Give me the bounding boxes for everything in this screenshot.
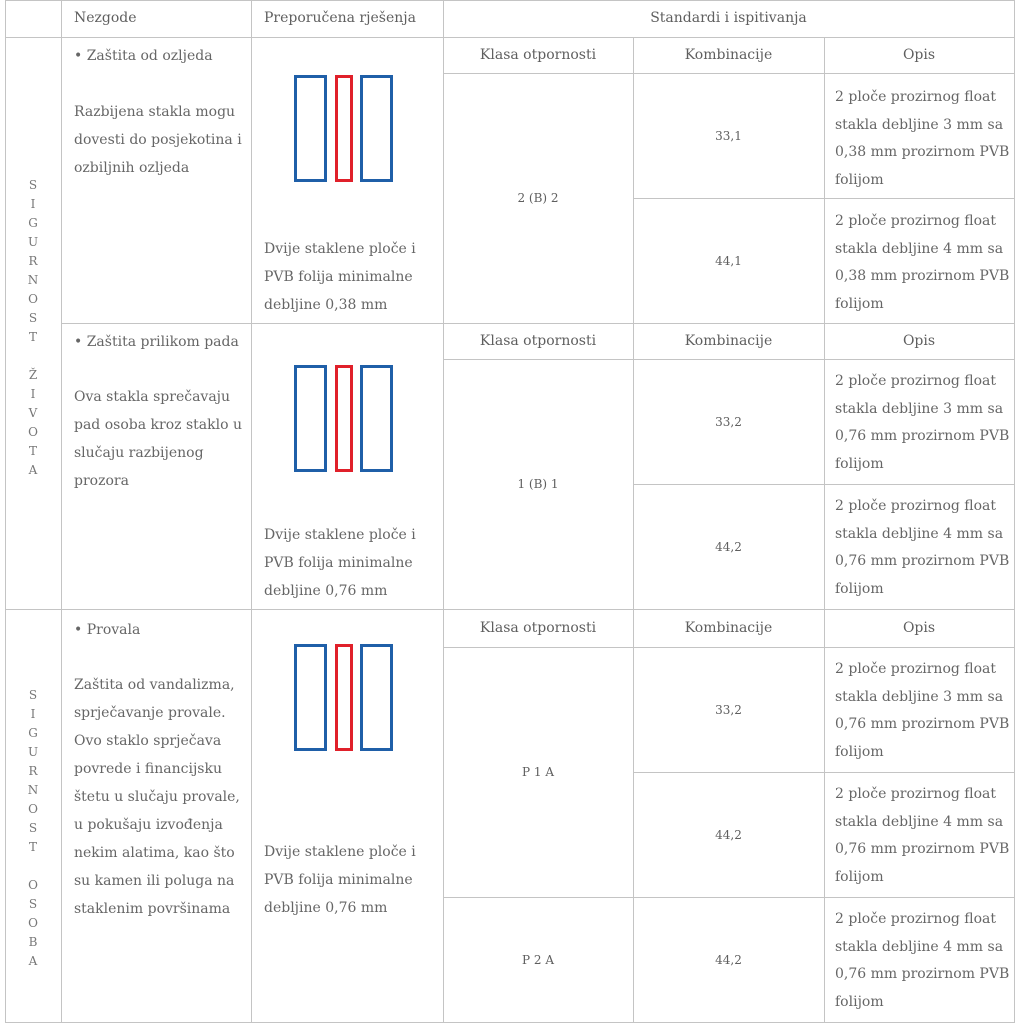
vertical-letter: O bbox=[28, 802, 38, 816]
subheader-klasa: Klasa otpornosti bbox=[479, 620, 597, 636]
resistance-class: P 1 A bbox=[521, 765, 554, 779]
combination-description: 2 ploče prozirnog float stakla debljine 3 mm sa 0,38 mm prozirnom PVB folijom bbox=[835, 89, 1010, 188]
vertical-letter: T bbox=[28, 444, 37, 458]
vertical-letter bbox=[5, 857, 61, 876]
section-title: • Zaštita prilikom pada bbox=[74, 334, 239, 350]
combination-description: 2 ploče prozirnog float stakla debljine 4 mm sa 0,76 mm prozirnom PVB folijom bbox=[835, 498, 1010, 597]
vertical-letter: O bbox=[28, 292, 38, 306]
vertical-letter: Ž bbox=[28, 368, 38, 382]
vertical-letter: G bbox=[28, 216, 38, 230]
vertical-letter: G bbox=[28, 726, 38, 740]
combination-description: 2 ploče prozirnog float stakla debljine 3 mm sa 0,76 mm prozirnom PVB folijom bbox=[835, 373, 1010, 472]
subheader-kombinacije: Kombinacije bbox=[684, 47, 773, 63]
vertical-letter: O bbox=[28, 916, 38, 930]
subheader-kombinacije: Kombinacije bbox=[684, 620, 773, 636]
header-standardi: Standardi i ispitivanja bbox=[650, 10, 807, 26]
vertical-letter: V bbox=[28, 406, 38, 420]
glass-solution-text: Dvije staklene ploče i PVB folija minimalne debljine 0,76 mm bbox=[264, 844, 416, 916]
combination-value: 44,2 bbox=[715, 827, 742, 842]
vertical-letter: O bbox=[28, 878, 38, 892]
glass-solution-text: Dvije staklene ploče i PVB folija minimalne debljine 0,38 mm bbox=[264, 241, 416, 313]
combination-description: 2 ploče prozirnog float stakla debljine 4 mm sa 0,76 mm prozirnom PVB folijom bbox=[835, 911, 1010, 1010]
vertical-letter: R bbox=[28, 254, 38, 268]
glass-solution-text: Dvije staklene ploče i PVB folija minimalne debljine 0,76 mm bbox=[264, 527, 416, 599]
vertical-letter: B bbox=[28, 935, 38, 949]
resistance-class: 1 (B) 1 bbox=[517, 477, 559, 491]
header-preporucena-rjesenja: Preporučena rješenja bbox=[264, 10, 416, 26]
combination-value: 33,2 bbox=[715, 702, 742, 717]
vertical-letter: I bbox=[30, 387, 36, 401]
subheader-opis: Opis bbox=[902, 47, 936, 63]
combination-description: 2 ploče prozirnog float stakla debljine 4 mm sa 0,38 mm prozirnom PVB folijom bbox=[835, 213, 1010, 312]
vertical-letter: N bbox=[27, 273, 39, 287]
subheader-opis: Opis bbox=[902, 620, 936, 636]
section-text: Razbijena stakla mogu dovesti do posjekotina i ozbiljnih ozljeda bbox=[74, 104, 242, 176]
vertical-letter: I bbox=[30, 707, 36, 721]
combination-value: 44,2 bbox=[715, 952, 742, 967]
vertical-letter: S bbox=[28, 688, 38, 702]
combination-value: 44,2 bbox=[715, 539, 742, 554]
subheader-klasa: Klasa otpornosti bbox=[479, 47, 597, 63]
vertical-letter: R bbox=[28, 764, 38, 778]
subheader-opis: Opis bbox=[902, 333, 936, 349]
section-title: • Provala bbox=[74, 622, 141, 638]
vertical-letter: A bbox=[28, 954, 38, 968]
combination-value: 44,1 bbox=[715, 253, 742, 268]
combination-description: 2 ploče prozirnog float stakla debljine 4 mm sa 0,76 mm prozirnom PVB folijom bbox=[835, 786, 1010, 885]
vertical-letter: I bbox=[30, 197, 36, 211]
combination-value: 33,2 bbox=[715, 414, 742, 429]
group-label-sigurnost-zivota bbox=[5, 176, 61, 480]
vertical-letter: N bbox=[27, 783, 39, 797]
combination-value: 33,1 bbox=[715, 128, 742, 143]
vertical-letter: O bbox=[28, 425, 38, 439]
vertical-letter: U bbox=[27, 235, 39, 249]
section-title: • Zaštita od ozljeda bbox=[74, 48, 213, 64]
resistance-class: P 2 A bbox=[521, 952, 554, 967]
vertical-letter: S bbox=[28, 178, 38, 192]
vertical-letter bbox=[5, 347, 61, 366]
subheader-klasa: Klasa otpornosti bbox=[479, 333, 597, 349]
vertical-letter: T bbox=[28, 330, 37, 344]
subheader-kombinacije: Kombinacije bbox=[684, 333, 773, 349]
group-label-sigurnost-osoba bbox=[5, 686, 61, 971]
header-nezgode: Nezgode bbox=[74, 10, 137, 26]
section-text: Zaštita od vandalizma, sprječavanje provale. Ovo staklo sprječava povrede i financijsku štetu u slučaju provale, u pokušaju izvođenja nekim alatima, kao što su kamen ili poluga na staklenim površinama bbox=[74, 677, 240, 917]
combination-description: 2 ploče prozirnog float stakla debljine 3 mm sa 0,76 mm prozirnom PVB folijom bbox=[835, 661, 1010, 760]
vertical-letter: U bbox=[27, 745, 39, 759]
vertical-letter: T bbox=[28, 840, 37, 854]
vertical-letter: S bbox=[28, 311, 38, 325]
vertical-letter: S bbox=[28, 897, 38, 911]
vertical-letter: S bbox=[28, 821, 38, 835]
vertical-letter: A bbox=[28, 463, 38, 477]
section-text: Ova stakla sprečavaju pad osoba kroz staklo u slučaju razbijenog prozora bbox=[74, 389, 242, 489]
resistance-class: 2 (B) 2 bbox=[517, 191, 559, 205]
